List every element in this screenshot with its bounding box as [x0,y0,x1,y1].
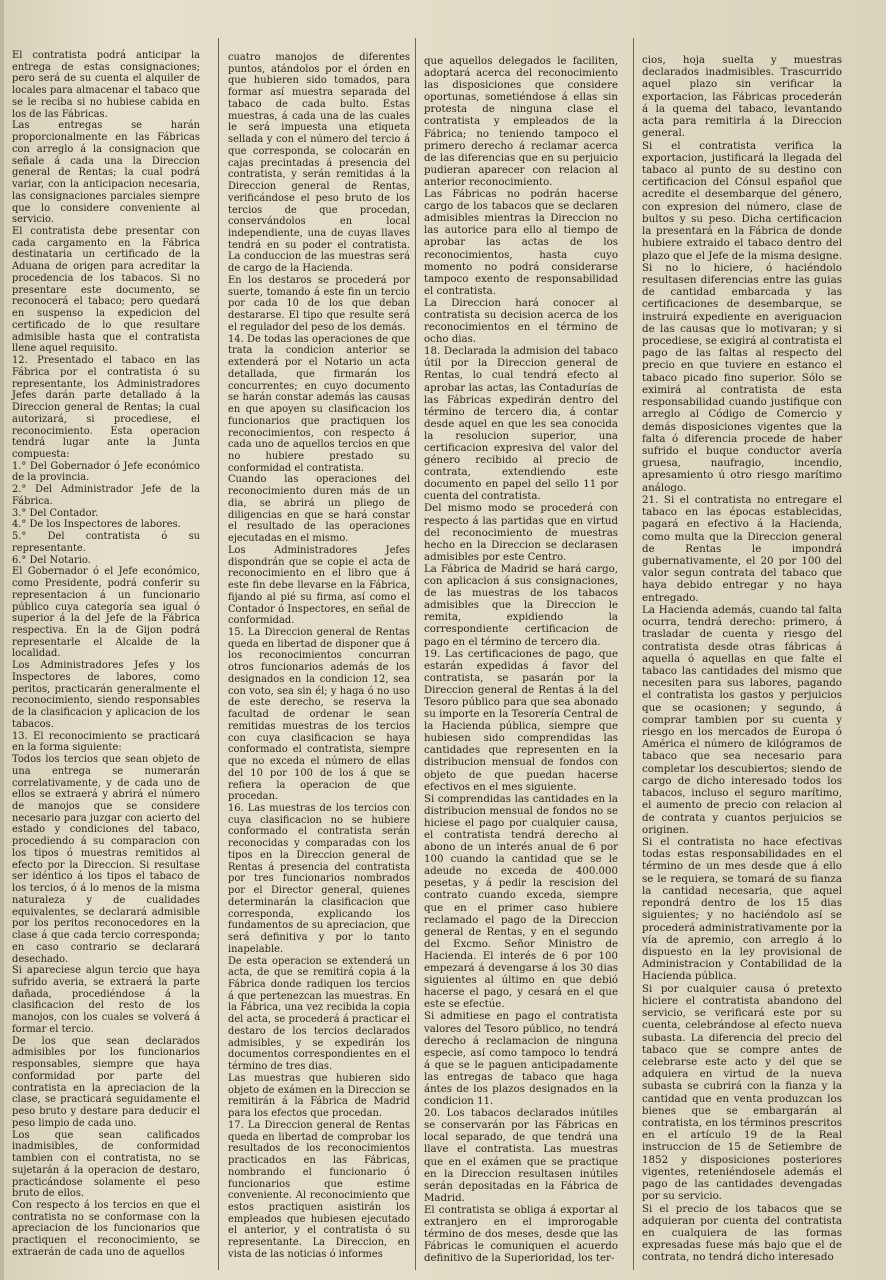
paragraph: El Gobernador ó el Jefe económico, como Presidente, podrá conferir su representacion á un funcionario público cuya categoría sea igual ó superior á la del Jefe de la Fábrica respectiva. En la de Gijon podrá representarle el Alcalde de la localidad. [12,566,200,660]
paragraph: Las Fábricas no podrán hacerse cargo de los tabacos que se declaren admisibles mientras la Direccion no las autorice para ello al tiempo de aprobar las actas de los reconocimientos, hasta cuyo momento no podrá considerarse tampoco exento de responsabilidad el contratista. [424,189,618,297]
paragraph: El contratista se obliga á exportar al extranjero en el improrogable término de dos meses, desde que las Fábricas le comuniquen el acuerdo definitivo de la Superioridad, los ter- [424,1204,618,1265]
paragraph: Si el precio de los tabacos que se adquieran por cuenta del contratista en cualquiera de las formas expresadas fuese más bajo que el de contrata, no tendrá dicho interesado [642,1202,842,1264]
paragraph: Si el contratista verifica la exportacion, justificará la llegada del tabaco al punto de su destino con certificacion del Cónsul español que acredite el desembarque del género, con expresion del número, clase de bultos y su peso. Dicha certificacion la presentará en la Fábrica de donde hubiere extraido el tabaco dentro del plazo que el Jefe de la misma designe. Si no lo hiciere, ó haciéndolo resultasen diferencias entre las guias de cantidad embarcada y las certificaciones de desembarque, se instruirá expediente en averiguacion de las causas que lo motivaran; y si procediese, se exigirá al contratista el pago de las faltas al respecto del precio en que tuviere en estanco el tabaco picado fino superior. Sólo se eximirá al contratista de esta responsabilidad cuando justifique con arreglo al Código de Comercio y demás disposiciones vigentes que la falta ó diferencia procede de haber sufrido el buque conductor avería gruesa, naufragio, incendio, apresamiento ú otro riesgo marítimo análogo. [642,139,842,494]
paragraph: Los Administradores Jefes y los Inspectores de labores, como peritos, practicarán generalmente el reconocimiento, siendo responsables de la clasificacion y aplicacion de los tabacos. [12,660,200,730]
text-column-3 [424,56,618,1265]
paragraph: Con respecto á los tercios en que el contratista no se conformase con la apreciacion de los funcionarios que practiquen el reconocimiento, se extraerán de cada uno de aquellos [12,1199,200,1258]
paragraph: 2.° Del Administrador Jefe de la Fábrica. [12,484,200,507]
paragraph: que aquellos delegados le faciliten, adoptará acerca del reconocimiento las disposiciones que considere oportunas, sometiéndose á ellas sin protesta de ninguna clase el contratista y empleados de la Fábrica; no teniendo tampoco el primero derecho á reclamar acerca de las diferencias que en su perjuicio pudieran aparecer con relacion al anterior reconocimiento. [424,56,618,188]
paragraph: 17. La Direccion general de Rentas queda en libertad de comprobar los resultados de los reconocimientos practicados en las Fábricas, nombrando el funcionario ó funcionarios que estime conveniente. Al reconocimiento que estos practiquen asistirán los empleados que hubiesen ejecutado el anterior, y el contratista ó su representante. La Direccion, en vista de las noticias ó informes [228,1119,410,1260]
paragraph: Los Administradores Jefes dispondrán que se copie el acta de reconocimiento en el libro que á este fin debe llevarse en la Fábrica, fijando al pié su firma, así como el Contador ó Inspectores, en señal de conformidad. [228,544,410,627]
paragraph: cios, hoja suelta y muestras declarados inadmisibles. Trascurrido aquel plazo sin verificar la exportacion, las Fábricas procederán á la quema del tabaco, levantando acta para remitirla á la Direccion general. [642,54,842,140]
paragraph: cuatro manojos de diferentes puntos, atándolos por el órden en que hubieren sido tomados, para formar así muestra separada del tabaco de cada bulto. Estas muestras, á cada una de las cuales le será impuesta una etiqueta sellada y con el número del tercio á que corresponda, se colocarán en cajas precintadas á presencia del contratista, y serán remitidas á la Direccion general de Rentas, verificándose el peso bruto de los tercios de que procedan, conservándolos en local independiente, una de cuyas llaves tendrá en su poder el contratista. La conduccion de las muestras será de cargo de la Hacienda. [228,52,410,275]
paragraph: Todos los tercios que sean objeto de una entrega se numerarán correlativamente, y de cada uno de ellos se extraerá y abrirá el número de manojos que se considere necesario para juzgar con acierto del estado y condiciones del tabaco, procediendo á su comparacion con los tipos ó muestras remitidos al efecto por la Direccion. Si resultase ser idéntico á los tipos el tabaco de los tercios, ó á lo menos de la misma naturaleza y de cualidades equivalentes, se declarará admisible por los peritos reconocedores en la clase á que cada tercio corresponda; en caso contrario se declarará desechado. [12,754,200,965]
paragraph: 3.° Del Contador. [12,507,99,519]
paragraph: Del mismo modo se procederá con respecto á las partidas que en virtud del reconocimiento de muestras hecho en la Direccion se declarasen admisibles por este Centro. [424,503,618,563]
paragraph: 14. De todas las operaciones de que trata la condicion anterior se extenderá por el Notario un acta detallada, que firmarán los concurrentes; en cuyo documento se harán constar además las causas en que apoyen su clasificacion los funcionarios que practiquen los reconocimientos, con respecto á cada uno de aquellos tercios en que no hubiere prestado su conformidad el contratista. [228,333,410,474]
paragraph: Si admitiese en pago el contratista valores del Tesoro público, no tendrá derecho á reclamacion de ninguna especie, así como tampoco lo tendrá á que se le paguen anticipadamente las entregas de tabaco que haga ántes de los plazos designados en la condicion 11. [424,1011,618,1108]
column-rule [633,38,634,1270]
paragraph: 1.° Del Gobernador ó Jefe económico de la provincia. [12,460,200,484]
text-column-2 [228,52,410,1261]
paragraph: En los destaros se procederá por suerte, tomando á este fin un tercio por cada 10 de los que deban destararse. El tipo que resulte será el regulador del peso de los demás. [228,274,410,333]
paragraph: 6.° Del Notario. [12,554,91,566]
paragraph: La Fábrica de Madrid se hará cargo, con aplicacion á sus consignaciones, de las muestras de los tabacos admisibles que la Direccion le remita, expidiendo la correspondiente certificacion de pago en el término de tercero dia. [424,563,618,648]
paragraph: 4.° De los Inspectores de labores. [12,519,181,531]
paragraph: La Direccion hará conocer al contratista su decision acerca de los reconocimientos en el término de ocho dias. [424,297,618,346]
paragraph: 20. Los tabacos declarados inútiles se conservarán por las Fábricas en local separado, de que tendrá una llave el contratista. Las muestras que en el exámen que se practique en la Direccion resultasen inútiles serán depositadas en la Fábrica de Madrid. [424,1108,618,1204]
column-rule [415,38,416,1270]
paragraph: 13. El reconocimiento se practicará en la forma siguiente: [12,730,200,754]
paragraph: Las muestras que hubieren sido objeto de exámen en la Direccion se remitirán á la Fábrica de Madrid para los efectos que procedan. [228,1072,410,1120]
paragraph: De esta operacion se extenderá un acta, de que se remitirá copia á la Fábrica donde radiquen los tercios á que pertenezcan las muestras. En la Fábrica, una vez recibida la copia del acta, se procederá á practicar el destaro de los tercios declarados admisibles, y se expedirán los documentos correspondientes en el término de tres dias. [228,955,410,1073]
paragraph: Si el contratista no hace efectivas todas estas responsabilidades en el término de un mes desde que á ello se le requiera, se tomará de su fianza la cantidad necesaria, que aquel repondrá dentro de los 15 dias siguientes; y no haciéndolo así se procederá administrativamente por la vía de apremio, con arreglo á lo dispuesto en la ley provisional de Administracion y Contabilidad de la Hacienda pública. [642,836,842,983]
paragraph: Los que sean calificados inadmisibles, de conformidad tambien con el contratista, no se sujetarán á la operacion de destaro, practicándose solamente el peso bruto de ellos. [12,1129,200,1200]
text-column-1 [12,50,200,1259]
paragraph: 12. Presentado el tabaco en las Fábrica por el contratista ó su representante, los Administradores Jefes darán parte detallado á la Direccion general de Rentas; la cual autorizará, si procediese, el reconocimiento. Esta operacion tendrá lugar ante la Junta compuesta: [12,355,200,460]
page-edge [0,0,4,1280]
paragraph: El contratista podrá anticipar la entrega de estas consignaciones; pero será de su cuenta el alquiler de locales para almacenar el tabaco que se le reciba si no hubiese cabida en los de las Fábricas. [12,50,200,120]
text-column-4 [642,54,842,1264]
paragraph: Cuando las operaciones del reconocimiento duren más de un dia, se abrirá un pliego de diligencias en que se hará constar el resultado de las operaciones ejecutadas en el mismo. [228,474,410,545]
paragraph: La Hacienda además, cuando tal falta ocurra, tendrá derecho: primero, á trasladar de cuenta y riesgo del contratista desde otras fábricas á aquella ó aquellas en que falte el tabaco las cantidades del mismo que necesiten para sus labores, pagando el contratista los gastos y perjuicios que se ocasionen; y segundo, á comprar tambien por su cuenta y riesgo en los mercados de Europa ó América el número de kilógramos de tabaco que sea necesario para completar los descubiertos; siendo de cargo de dicho interesado todos los tabacos, incluso el seguro marítimo, el aumento de precio con relacion al de contrata y cuantos perjuicios se originen. [642,603,842,836]
paragraph: 15. La Direccion general de Rentas queda en libertad de disponer que á los reconocimientos concurran otros funcionarios además de los designados en la condicion 12, sea con voto, sea sin él; y haga ó no uso de este derecho, se reserva la facultad de ordenar le sean remitidas muestras de los tercios con cuya clasificacion se haya conformado el contratista, siempre que no exceda el número de ellas del 10 por 100 de los á que se refiera la operacion de que procedan. [228,626,410,803]
paragraph: 21. Si el contratista no entregare el tabaco en las épocas establecidas, pagará en efectivo á la Hacienda, como multa que la Direccion general de Rentas le impondrá gubernativamente, el 20 por 100 del valor segun contrata del tabaco que haya debido entregar y no haya entregado. [642,493,842,604]
paragraph: 5.° Del contratista ó su representante. [12,531,200,554]
paragraph: De los que sean declarados admisibles por los funcionarios responsables, siempre que haya conformidad por parte del contratista en la apreciacion de la clase, se practicará seguidamente el peso bruto y destare para deducir el peso limpio de cada uno. [12,1035,200,1129]
column-rule [218,38,219,1270]
paragraph: 18. Declarada la admision del tabaco útil por la Direccion general de Rentas, lo cual tendrá efecto al aprobar las actas, las Contadurías de las Fábricas expedirán dentro del término de tercero dia, á contar desde aquel en que les sea conocida la resolucion superior, una certificacion expresiva del valor del género recibido al precio de contrata, extendiendo este documento en papel del sello 11 por cuenta del contratista. [424,346,618,503]
paragraph: Las entregas se harán proporcionalmente en las Fábricas con arreglo á la consignacion que señale á cada una la Direccion general de Rentas; la cual podrá variar, con la anticipacion necesaria, las consignaciones parciales siempre que lo considere conveniente al servicio. [12,120,200,226]
paragraph: Si por cualquier causa ó pretexto hiciere el contratista abandono del servicio, se verificará este por su cuenta, celebrándose al efecto nueva subasta. La diferencia del precio del tabaco que se compre antes de celebrarse este acto y del que se adquiera en virtud de la nueva subasta se cubrirá con la fianza y la cantidad que en venta produzcan los bienes que se embargarán al contratista, en los términos prescritos en el artículo 19 de la Real instruccion de 15 de Setiembre de 1852 y disposiciones posteriores vigentes, reteniéndosele además el pago de las cantidades devengadas por su servicio. [642,982,842,1203]
paragraph: Si apareciese algun tercio que haya sufrido averia, se extraerá la parte dañada, procediéndose á la clasificacion del resto de los manojos, con los cuales se volverá á formar el tercio. [12,965,200,1035]
paragraph: Si comprendidas las cantidades en la distribucion mensual de fondos no se hiciese el pago por cualquier causa, el contratista tendrá derecho al abono de un interés anual de 6 por 100 cuando la cantidad que se le adeude no exceda de 400.000 pesetas, y á pedir la rescision del contrato cuando exceda, siempre que en el primer caso hubiere reclamado el pago de la Direccion general de Rentas, y en el segundo del Excmo. Señor Ministro de Hacienda. El interés de 6 por 100 empezará á devengarse á los 30 dias siguientes al último en que debió hacerse el pago, y cesará en el que este se efectúe. [424,793,618,1011]
paragraph: 16. Las muestras de los tercios con cuya clasificacion no se hubiere conformado el contratista serán reconocidas y comparadas con los tipos en la Direccion general de Rentas á presencia del contratista por tres funcionarios nombrados por el Director general, quienes determinarán la clasificacion que corresponda, explicando los fundamentos de su apreciacion, que será definitiva y por lo tanto inapelable. [228,803,410,955]
paragraph: El contratista debe presentar con cada cargamento en la Fábrica destinataria un certificado de la Aduana de origen para acreditar la procedencia de los tabacos. Si no presentare este documento, se reconocerá el tabaco; pero quedará en suspenso la expedicion del certificado de lo que resultare admisible hasta que el contratista llene aquel requisito. [12,226,200,355]
paragraph: 19. Las certificaciones de pago, que estarán expedidas á favor del contratista, se pasarán por la Direccion general de Rentas á la del Tesoro público para que sea abonado su importe en la Tesorería Central de la Hacienda pública, siempre que hubiesen sido comprendidas las cantidades que representen en la distribucion mensual de fondos con objeto de que puedan hacerse efectivos en el mes siguiente. [424,648,618,793]
